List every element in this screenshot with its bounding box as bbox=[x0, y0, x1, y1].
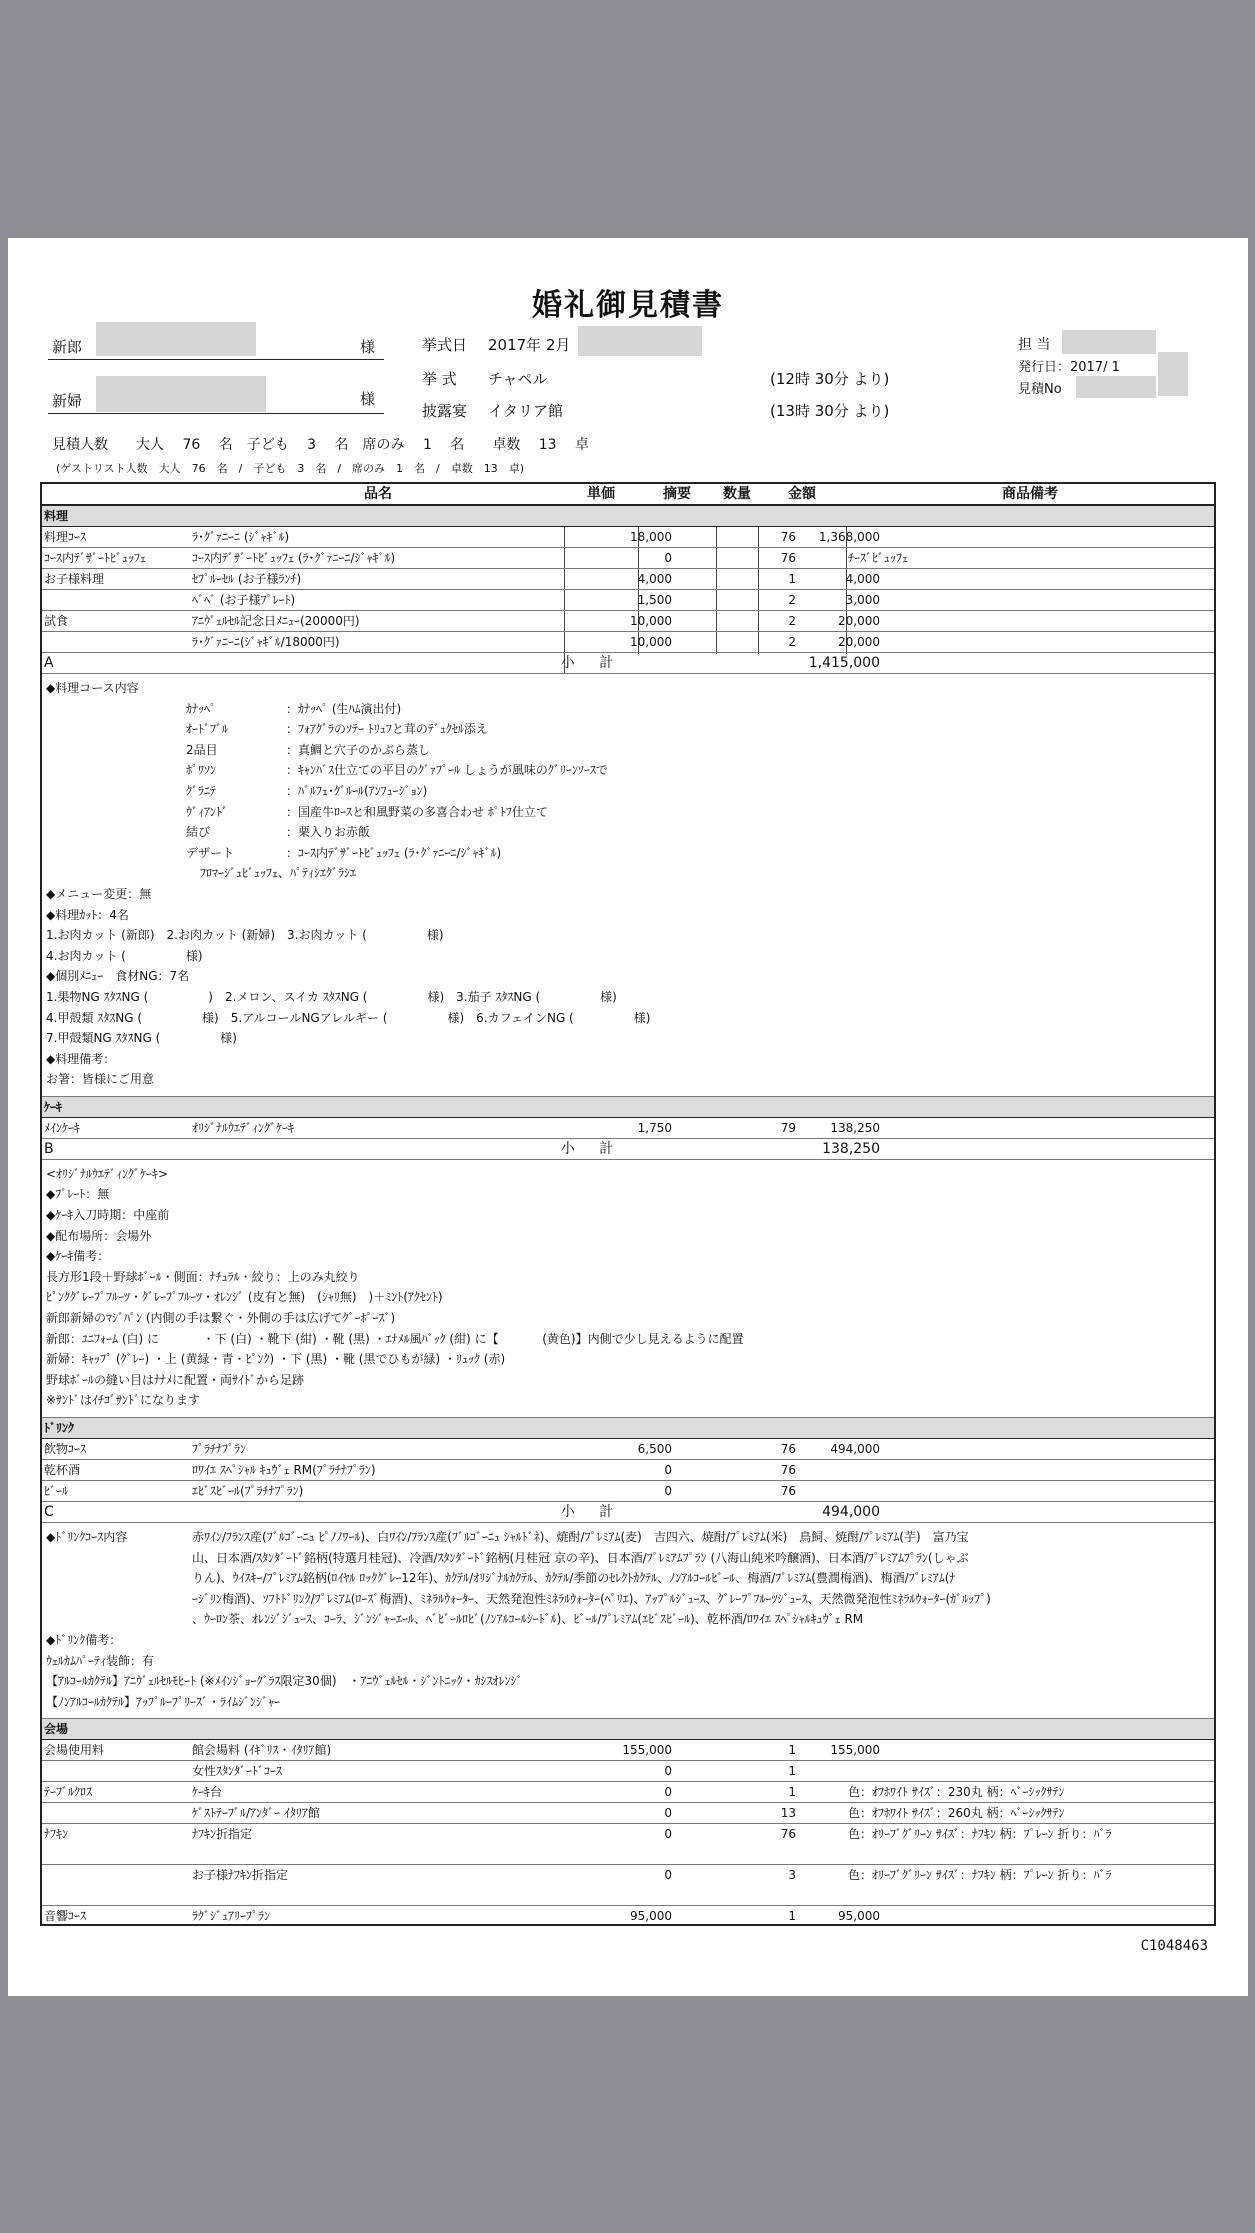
groom-label: 新郎 bbox=[52, 338, 83, 356]
detail-line: ◆配布場所：会場外 bbox=[46, 1228, 152, 1243]
redacted-staff bbox=[1062, 330, 1156, 354]
cell-cat: 音響ｺｰｽ bbox=[44, 1909, 87, 1924]
subtotal-a: A 小 計 1,415,000 bbox=[42, 653, 1214, 674]
cell-name: ﾗ･ｸﾞｧﾆｰﾆ(ｼﾞｬｷﾞﾙ/18000円) bbox=[192, 635, 340, 649]
staff-label: 担 当 bbox=[1018, 337, 1051, 353]
course-extra: ﾌﾛﾏｰｼﾞｭﾋﾞｭｯﾌｪ、ﾊﾟﾃｨｼｴｸﾞﾗｼｴ bbox=[200, 866, 357, 881]
cell-cat: 会場使用料 bbox=[44, 1743, 105, 1758]
course-item: ｵｰﾄﾞﾌﾞﾙ ：ﾌｫｱｸﾞﾗのｿﾃｰ ﾄﾘｭﾌと茸のﾃﾞｭｸｾﾙ添え bbox=[186, 722, 488, 737]
cell-qty: 13 bbox=[780, 1806, 796, 1821]
cell-note: 色：ｵﾘｰﾌﾞｸﾞﾘｰﾝ ｻｲｽﾞ：ﾅﾌｷﾝ 柄：ﾌﾟﾚｰﾝ 折り：ﾊﾞﾗ bbox=[848, 1868, 1112, 1883]
cell-qty: 3 bbox=[788, 1868, 796, 1883]
drink-course-line: りん)、ｳｲｽｷｰ/ﾌﾟﾚﾐｱﾑ銘柄(ﾛｲﾔﾙ ﾛｯｸｸﾞﾚｰ12年)、ｶｸﾃﾙ/ｵﾘｼﾞﾅﾙｶｸﾃﾙ、ｶｸﾃﾙ/季節のｾﾚｸﾄｶｸﾃﾙ、ﾉﾝｱﾙｺｰﾙﾋﾞｰﾙ、梅酒/ﾌﾟﾚﾐｱﾑ(豊潤梅酒)、梅酒/ﾌﾟﾚﾐｱﾑ(ﾅ bbox=[192, 1571, 956, 1586]
cell-cat: 飲物ｺｰｽ bbox=[44, 1442, 87, 1456]
course-item: ｶﾅｯﾍﾟ ：ｶﾅｯﾍﾟ (生ﾊﾑ演出付) bbox=[186, 701, 402, 716]
cell-amount: 20,000 bbox=[838, 635, 880, 649]
table-row bbox=[42, 611, 1214, 632]
ceremony-date-value: 2017年 2月 bbox=[488, 336, 571, 354]
cell-price: 0 bbox=[664, 1764, 672, 1779]
detail-line: ◆ﾄﾞﾘﾝｸ備考： bbox=[46, 1632, 122, 1647]
cell-note: ﾁｰｽﾞﾋﾞｭｯﾌｪ bbox=[848, 551, 909, 565]
cell-cat: ﾋﾞｰﾙ bbox=[44, 1484, 69, 1498]
col-price: 単価 bbox=[587, 486, 615, 502]
ceremony-date-label: 挙式日 bbox=[422, 336, 468, 354]
detail-line: ｳｪﾙｶﾑﾊﾟｰﾃｨ装飾：有 bbox=[46, 1653, 155, 1668]
cell-price: 10,000 bbox=[630, 635, 672, 649]
cell-cat: 試食 bbox=[44, 614, 69, 628]
cell-name: ｵﾘｼﾞﾅﾙｳｴﾃﾞｨﾝｸﾞｹｰｷ bbox=[192, 1120, 295, 1135]
cell-name: ﾗｸﾞｼﾞｭｱﾘｰﾌﾟﾗﾝ bbox=[192, 1909, 271, 1924]
redacted-groom-name bbox=[96, 322, 256, 356]
course-item: 結び ：栗入りお赤飯 bbox=[186, 825, 371, 840]
detail-line: 【ﾉﾝｱﾙｺｰﾙｶｸﾃﾙ】ｱｯﾌﾟﾙｰﾌﾟﾘｰｽﾞ・ﾗｲﾑｼﾞﾝｼﾞｬｰ bbox=[46, 1694, 281, 1709]
reception-value: イタリア館 bbox=[488, 402, 564, 420]
cell-amount: 3,000 bbox=[845, 593, 880, 607]
cell-qty: 79 bbox=[780, 1120, 796, 1135]
course-item: デザート ：ｺｰｽ内ﾃﾞｻﾞｰﾄﾋﾞｭｯﾌｪ (ﾗ･ｸﾞｧﾆｰﾆ/ｼﾞｬｷﾞﾙ) bbox=[186, 845, 502, 860]
estimate-table bbox=[40, 482, 1216, 1926]
detail-line: ◆料理ｶｯﾄ：4名 bbox=[46, 907, 129, 922]
cell-qty: 76 bbox=[780, 530, 796, 544]
reception-label: 披露宴 bbox=[422, 402, 468, 420]
redacted-date bbox=[578, 326, 702, 356]
detail-line: お箸：皆様にご用意 bbox=[46, 1072, 155, 1087]
cell-qty: 2 bbox=[788, 614, 796, 628]
cake-details bbox=[42, 1160, 1214, 1418]
cell-name: ﾛﾜｲｴ ｽﾍﾟｼｬﾙ ｷｭｳﾞｪ RM(ﾌﾟﾗﾁﾅﾌﾟﾗﾝ) bbox=[192, 1463, 376, 1477]
cell-price: 4,000 bbox=[637, 572, 672, 586]
cell-name: ｹｰｷ台 bbox=[192, 1785, 223, 1800]
cell-qty: 1 bbox=[788, 1764, 796, 1779]
table-row bbox=[42, 527, 1214, 548]
cell-note: 色：ｵﾌﾎﾜｲﾄ ｻｲｽﾞ：260丸 柄：ﾍﾞｰｼｯｸｻﾃﾝ bbox=[848, 1806, 1065, 1821]
cell-qty: 2 bbox=[788, 593, 796, 607]
detail-line: 新婦：ｷｬｯﾌﾟ (ｸﾞﾚｰ) ・上 (黄緑・青・ﾋﾟﾝｸ) ・下 (黒) ・靴 (黒でひもが緑) ・ﾘｭｯｸ (赤) bbox=[46, 1352, 506, 1367]
cell-cat: お子様料理 bbox=[44, 572, 105, 586]
ceremony-time: (12時 30分 より) bbox=[770, 370, 890, 388]
detail-line: <ｵﾘｼﾞﾅﾙｳｴﾃﾞｨﾝｸﾞｹｰｷ> bbox=[46, 1166, 169, 1181]
table-row bbox=[42, 1460, 1214, 1481]
document-title: 婚礼御見積書 bbox=[532, 288, 724, 323]
cell-name: ﾗ･ｸﾞｧﾆｰﾆ (ｼﾞｬｷﾞﾙ) bbox=[192, 530, 290, 544]
cell-cat: ﾒｲﾝｹｰｷ bbox=[44, 1120, 81, 1135]
detail-line: 1.お肉カット (新郎) 2.お肉カット (新婦) 3.お肉カット ( 様) bbox=[46, 928, 444, 943]
detail-line: 4.お肉カット ( 様) bbox=[46, 948, 203, 963]
col-note: 商品備考 bbox=[1002, 486, 1058, 502]
cell-cat: 料理ｺｰｽ bbox=[44, 530, 87, 544]
cell-name: ﾅﾌｷﾝ折指定 bbox=[192, 1827, 253, 1842]
cell-amount: 4,000 bbox=[845, 572, 880, 586]
cell-cat: 乾杯酒 bbox=[44, 1463, 81, 1477]
drink-course-line: 、ｳｰﾛﾝ茶、ｵﾚﾝｼﾞｼﾞｭｰｽ、ｺｰﾗ、ｼﾞﾝｼﾞｬｰｴｰﾙ、ﾍﾞﾋﾞｰﾙﾛﾋﾞ(ﾉﾝｱﾙｺｰﾙｼｰﾄﾞﾙ)、ﾋﾞｰﾙ/ﾌﾟﾚﾐｱﾑ(ｴﾋﾞｽﾋﾞｰﾙ)、乾杯酒/ﾛﾜｲｴ ｽﾍﾟｼｬﾙｷｭｳﾞｪ RM bbox=[192, 1612, 864, 1627]
detail-line: ◆メニュー変更：無 bbox=[46, 886, 152, 901]
cell-price: 1,500 bbox=[637, 593, 672, 607]
table-row bbox=[42, 1481, 1214, 1502]
table-row bbox=[42, 569, 1214, 590]
table-row bbox=[42, 590, 1214, 611]
cell-price: 6,500 bbox=[637, 1442, 672, 1456]
cell-amount: 95,000 bbox=[838, 1909, 880, 1924]
drink-course-line: 山、日本酒/ｽﾀﾝﾀﾞｰﾄﾞ銘柄(特選月桂冠)、冷酒/ｽﾀﾝﾀﾞｰﾄﾞ銘柄(月桂冠 京の辛)、日本酒/ﾌﾟﾚﾐｱﾑﾌﾟﾗﾝ (八海山純米吟醸酒)、日本酒/ﾌﾟﾚﾐｱﾑﾌﾟﾗﾝ(しゃぶ bbox=[192, 1550, 969, 1565]
detail-line: 新郎新婦のﾏｼﾞﾊﾟﾝ (内側の手は繋ぐ・外側の手は広げてｸﾞｰﾎﾟｰｽﾞ) bbox=[46, 1311, 396, 1326]
bride-honorific: 様 bbox=[360, 390, 376, 408]
cell-name: ｱﾆｳﾞｪﾙｾﾙ記念日ﾒﾆｭｰ(20000円) bbox=[192, 614, 360, 628]
section-venue: 会場 bbox=[42, 1719, 1214, 1740]
cell-qty: 76 bbox=[780, 551, 796, 565]
cell-cat: ﾃｰﾌﾞﾙｸﾛｽ bbox=[44, 1785, 93, 1800]
detail-line: ◆個別ﾒﾆｭｰ 食材NG：7名 bbox=[46, 969, 190, 984]
bride-label: 新婦 bbox=[52, 392, 83, 410]
detail-line: ※ｻﾝﾄﾞはｲﾁｺﾞｻﾝﾄﾞになります bbox=[46, 1393, 201, 1408]
cell-name: ｾﾌﾟﾙｰｾﾙ (お子様ﾗﾝﾁ) bbox=[192, 572, 302, 586]
cell-price: 10,000 bbox=[630, 614, 672, 628]
table-row bbox=[42, 1439, 1214, 1460]
drink-course-line: ｰｼﾞﾘﾝ梅酒)、ｿﾌﾄﾄﾞﾘﾝｸ/ﾌﾟﾚﾐｱﾑ(ﾛｰｽﾞ梅酒)、ﾐﾈﾗﾙｳｫｰﾀｰ、天然発泡性ﾐﾈﾗﾙｳｫｰﾀｰ(ﾍﾟﾘｴ)、ｱｯﾌﾟﾙｼﾞｭｰｽ、ｸﾞﾚｰﾌﾟﾌﾙｰﾂｼﾞｭｰｽ、天然微発泡性ﾐﾈﾗﾙｳｫｰﾀｰ(ｶﾞﾙｯﾌﾟ) bbox=[192, 1591, 991, 1606]
guest-list-count: (ゲストリスト人数 大人 76 名 / 子ども 3 名 / 席のみ 1 名 / 卓数 13 卓) bbox=[56, 462, 525, 475]
cell-qty: 76 bbox=[780, 1827, 796, 1842]
section-drink: ﾄﾞﾘﾝｸ bbox=[42, 1418, 1214, 1439]
detail-line: 7.甲殻類NG ｽﾀｽNG ( 様) bbox=[46, 1031, 237, 1046]
section-cake: ｹｰｷ bbox=[42, 1097, 1214, 1118]
cell-qty: 1 bbox=[788, 1785, 796, 1800]
ceremony-label: 挙 式 bbox=[422, 370, 457, 388]
cell-amount: 1,368,000 bbox=[818, 530, 880, 544]
detail-line: ◆料理備考： bbox=[46, 1051, 116, 1066]
table-row bbox=[42, 1782, 1214, 1803]
course-heading: ◆料理コース内容 bbox=[46, 681, 139, 695]
detail-line: 新郎：ﾕﾆﾌｫｰﾑ (白) に ・下 (白) ・靴下 (紺) ・靴 (黒) ・ｴﾅﾒﾙ風ﾊﾞｯｸ (紺) に【 (黄色)】内側で少し見えるように配置 bbox=[46, 1331, 744, 1346]
subtotal-b: B 小 計 138,250 bbox=[42, 1139, 1214, 1160]
cell-note: 色：ｵﾘｰﾌﾞｸﾞﾘｰﾝ ｻｲｽﾞ：ﾅﾌｷﾝ 柄：ﾌﾟﾚｰﾝ 折り：ﾊﾞﾗ bbox=[848, 1827, 1112, 1842]
col-amount: 金額 bbox=[788, 486, 816, 502]
course-item: ﾎﾟﾜｿﾝ ：ｷｬﾝﾊﾞｽ仕立ての平目のｸﾞｧﾌﾟｰﾙ しょうが風味のｸﾞﾘｰﾝｿｰｽで bbox=[186, 763, 608, 778]
section-cuisine: 料理 bbox=[42, 506, 1214, 527]
cell-amount: 138,250 bbox=[830, 1120, 880, 1135]
cell-qty: 1 bbox=[788, 1909, 796, 1924]
cell-price: 1,750 bbox=[637, 1120, 672, 1135]
estimate-sheet bbox=[8, 238, 1248, 1996]
table-row bbox=[42, 1865, 1214, 1906]
table-row bbox=[42, 1824, 1214, 1865]
table-row bbox=[42, 1761, 1214, 1782]
cell-name: ｴﾋﾞｽﾋﾞｰﾙ(ﾌﾟﾗﾁﾅﾌﾟﾗﾝ) bbox=[192, 1484, 304, 1498]
detail-line: ◆ｹｰｷ入刀時期：中座前 bbox=[46, 1208, 170, 1223]
cell-amount: 155,000 bbox=[830, 1743, 880, 1758]
cell-price: 0 bbox=[664, 1868, 672, 1883]
drink-details bbox=[42, 1523, 1214, 1719]
table-row bbox=[42, 548, 1214, 569]
redacted-bride-name bbox=[96, 376, 266, 412]
cell-amount: 494,000 bbox=[830, 1442, 880, 1456]
cell-price: 0 bbox=[664, 1484, 672, 1498]
col-summary: 摘要 bbox=[663, 486, 691, 502]
groom-honorific: 様 bbox=[360, 338, 376, 356]
cell-price: 0 bbox=[664, 1806, 672, 1821]
cell-price: 0 bbox=[664, 1827, 672, 1842]
ceremony-value: チャペル bbox=[488, 370, 548, 388]
table-row bbox=[42, 1118, 1214, 1139]
cell-price: 95,000 bbox=[630, 1909, 672, 1924]
table-header bbox=[42, 484, 1214, 506]
redacted-estimate-no bbox=[1076, 376, 1156, 398]
cell-note: 色：ｵﾌﾎﾜｲﾄ ｻｲｽﾞ：230丸 柄：ﾍﾞｰｼｯｸｻﾃﾝ bbox=[848, 1785, 1065, 1800]
cell-qty: 76 bbox=[780, 1484, 796, 1498]
detail-line: ◆ｹｰｷ備考： bbox=[46, 1249, 110, 1264]
issue-date: 発行日：2017/ 1 bbox=[1018, 360, 1120, 375]
detail-line: 長方形1段＋野球ﾎﾞｰﾙ・側面：ﾅﾁｭﾗﾙ・絞り：上のみ丸絞り bbox=[46, 1269, 360, 1284]
cell-price: 0 bbox=[664, 1785, 672, 1800]
cell-qty: 1 bbox=[788, 572, 796, 586]
detail-line: 4.甲殻類 ｽﾀｽNG ( 様) 5.アルコールNGアレルギー ( 様) 6.カフェインNG ( 様) bbox=[46, 1010, 651, 1025]
col-qty: 数量 bbox=[723, 486, 751, 502]
guest-count: 見積人数 大人 76 名 子ども 3 名 席のみ 1 名 卓数 13 卓 bbox=[52, 437, 590, 453]
drink-course-heading: ◆ﾄﾞﾘﾝｸｺｰｽ内容 赤ﾜｲﾝ/ﾌﾗﾝｽ産(ﾌﾞﾙｺﾞｰﾆｭ ﾋﾟﾉﾉﾜｰﾙ)、白ﾜｲﾝ/ﾌﾗﾝｽ産(ﾌﾞﾙｺﾞｰﾆｭ ｼｬﾙﾄﾞﾈ)、焼酎/ﾌﾟﾚﾐｱﾑ(麦) 吉四六、焼酎/ﾌﾟﾚﾐｱﾑ(米) 鳥飼、焼酎/ﾌﾟﾚﾐｱﾑ(芋) 富乃宝 bbox=[46, 1530, 969, 1544]
course-item: ｳﾞｨｱﾝﾄﾞ ：国産牛ﾛｰｽと和風野菜の多喜合わせ ﾎﾟﾄﾌ仕立て bbox=[186, 804, 548, 819]
cell-name: ｺｰｽ内ﾃﾞｻﾞｰﾄﾋﾞｭｯﾌｪ (ﾗ･ｸﾞｧﾆｰﾆ/ｼﾞｬｷﾞﾙ) bbox=[192, 551, 396, 565]
detail-line: ﾋﾟﾝｸｸﾞﾚｰﾌﾟﾌﾙｰﾂ・ｸﾞﾚｰﾌﾟﾌﾙｰﾂ・ｵﾚﾝｼﾞ (皮有と無) (ｼｬﾘ無) )＋ﾐﾝﾄ(ｱｸｾﾝﾄ) bbox=[46, 1290, 443, 1305]
cell-cat: ﾅﾌｷﾝ bbox=[44, 1827, 69, 1842]
cell-name: 女性ｽﾀﾝﾀﾞｰﾄﾞｺｰｽ bbox=[192, 1764, 283, 1779]
detail-line: 1.果物NG ｽﾀｽNG ( ) 2.メロン、スイカ ｽﾀｽNG ( 様) 3.茄子 ｽﾀｽNG ( 様) bbox=[46, 989, 617, 1004]
detail-line: 【ｱﾙｺｰﾙｶｸﾃﾙ】ｱﾆｳﾞｪﾙｾﾙﾓﾋｰﾄ (※ﾒｲﾝｼﾞｮｰｸﾞﾗｽ限定30個) ・ｱﾆｳﾞｪﾙｾﾙ・ｼﾞﾝﾄﾆｯｸ・ｶｼｽｵﾚﾝｼﾞ bbox=[46, 1674, 523, 1689]
col-name: 品名 bbox=[364, 486, 392, 502]
cell-name: 館会場料 (ｲｷﾞﾘｽ・ｲﾀﾘｱ館) bbox=[192, 1743, 332, 1758]
document-code: C1048463 bbox=[1140, 1938, 1208, 1954]
detail-line: ◆ﾌﾟﾚｰﾄ：無 bbox=[46, 1187, 110, 1202]
cell-qty: 1 bbox=[788, 1743, 796, 1758]
cell-name: ﾍﾞﾍﾞ (お子様ﾌﾟﾚｰﾄ) bbox=[192, 593, 296, 607]
detail-line: 野球ﾎﾞｰﾙの縫い目はﾅﾅﾒに配置・両ｻｲﾄﾞから足跡 bbox=[46, 1372, 305, 1387]
redacted-issue bbox=[1158, 352, 1188, 396]
table-row bbox=[42, 1740, 1214, 1761]
cell-name: ﾌﾟﾗﾁﾅﾌﾟﾗﾝ bbox=[192, 1442, 247, 1456]
course-item: 2品目 ：真鯛と穴子のかぶら蒸し bbox=[186, 742, 431, 757]
cell-cat: ｺｰｽ内ﾃﾞｻﾞｰﾄﾋﾞｭｯﾌｪ bbox=[44, 551, 147, 565]
reception-time: (13時 30分 より) bbox=[770, 402, 890, 420]
estimate-no-label: 見積No bbox=[1018, 382, 1062, 397]
cell-price: 0 bbox=[664, 1463, 672, 1477]
cell-amount: 20,000 bbox=[838, 614, 880, 628]
subtotal-c: C 小 計 494,000 bbox=[42, 1502, 1214, 1523]
cell-price: 18,000 bbox=[630, 530, 672, 544]
cell-name: お子様ﾅﾌｷﾝ折指定 bbox=[192, 1868, 289, 1883]
table-row bbox=[42, 632, 1214, 653]
cell-qty: 2 bbox=[788, 635, 796, 649]
table-row bbox=[42, 1906, 1214, 1926]
table-row bbox=[42, 1803, 1214, 1824]
cell-name: ｹﾞｽﾄﾃｰﾌﾞﾙ/ｱﾝﾀﾞｰ ｲﾀﾘｱ館 bbox=[192, 1806, 320, 1821]
cell-qty: 76 bbox=[780, 1442, 796, 1456]
cuisine-details bbox=[42, 674, 1214, 1097]
cell-price: 155,000 bbox=[622, 1743, 672, 1758]
cell-price: 0 bbox=[664, 551, 672, 565]
course-item: ｸﾞﾗﾆﾃ ：ﾊﾞﾙﾌｪ･ｸﾞﾙｰﾙ(ｱﾝﾌｭｰｼﾞｮﾝ) bbox=[186, 783, 428, 798]
cell-qty: 76 bbox=[780, 1463, 796, 1477]
